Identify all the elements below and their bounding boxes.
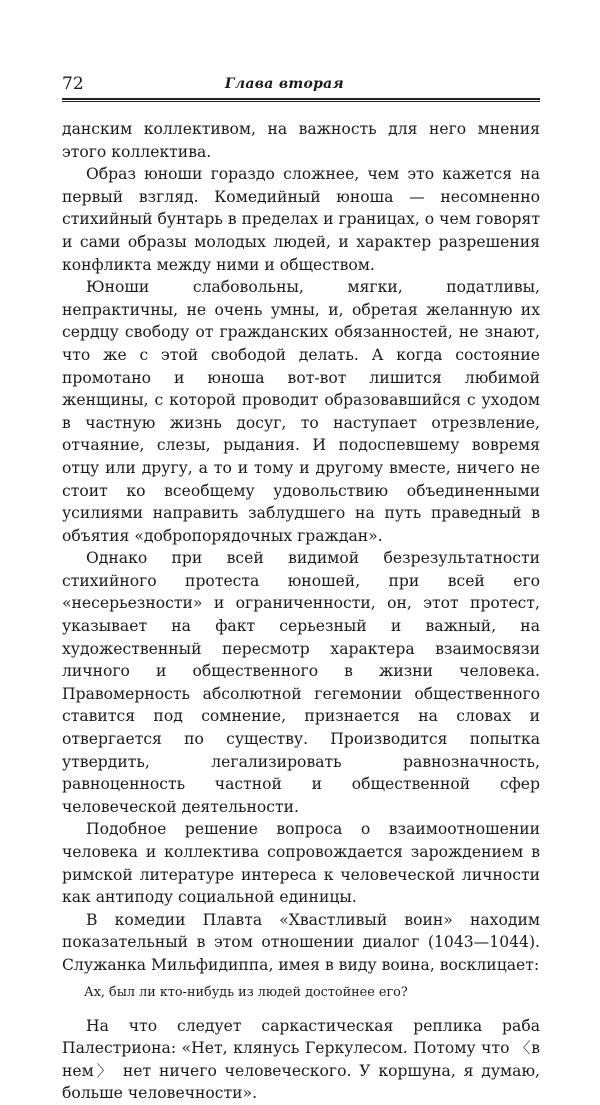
page-header: [62, 74, 540, 94]
paragraph: Образ юноши гораздо сложнее, чем это кажется на первый взгляд. Комедийный юноша — несомненно стихийный бунтарь в пределах и границах, о чем говорят и сами образы молодых людей, и характер разрешения конфликта между ними и обществом.: [62, 165, 540, 274]
paragraph: Подобное решение вопроса о взаимоотношении человека и коллектива сопровождается зарождением в римской литературе интереса к человеческой личности как антиподу социальной единицы.: [62, 820, 540, 907]
paragraph: Юноши слабовольны, мягки, податливы, непрактичны, не очень умны, и, обретая желанную их сердцу свободу от гражданских обязанностей, не знают, что же с этой свободой делать. А когда состояние промотано и юноша вот-вот лишится любимой женщины, с которой проводит образовавшийся с уходом в частную жизнь досуг, то наступает отрезвление, отчаяние, слезы, рыдания. И подоспевшему вовремя отцу или другу, а то и тому и другому вместе, ничего не стоит ко всеобщему удовольствию объединенными усилиями направить заблудшего на путь праведный в объятия «добропорядочных граждан».: [62, 278, 540, 545]
quotation: Ах, был ли кто-нибудь из людей достойнее его?: [84, 984, 408, 1000]
paragraph: данским коллективом, на важность для него мнения этого коллектива.: [62, 120, 540, 161]
page-number: 72: [62, 74, 84, 94]
paragraph: Однако при всей видимой безрезультатности стихийного протеста юношей, при всей его «несерьезности» и ограниченности, он, этот протест, указывает на факт серьезный и важный, на художественный пересмотр характера взаимосвязи личного и общественного в жизни человека. Правомерность абсолютной гегемонии общественного ставится под сомнение, признается на словах и отвергается по существу. Производится попытка утвердить, легализировать равнозначность, равноценность частной и общественной сфер человеческой деятельности.: [62, 549, 540, 816]
header-rule: [62, 98, 540, 102]
paragraph: На что следует саркастическая реплика раба Палестриона: «Нет, клянусь Геркулесом. Потому что 〈в нем〉 нет ничего человеческого. У коршуна, я думаю, больше человечности».: [62, 1016, 540, 1103]
paragraph: В комедии Плавта «Хвастливый воин» находим показательный в этом отношении диалог (1043—1044). Служанка Мильфидиппа, имея в виду воина, восклицает:: [62, 910, 540, 974]
running-title: Глава вторая: [224, 76, 344, 92]
body-text: [62, 118, 540, 1105]
